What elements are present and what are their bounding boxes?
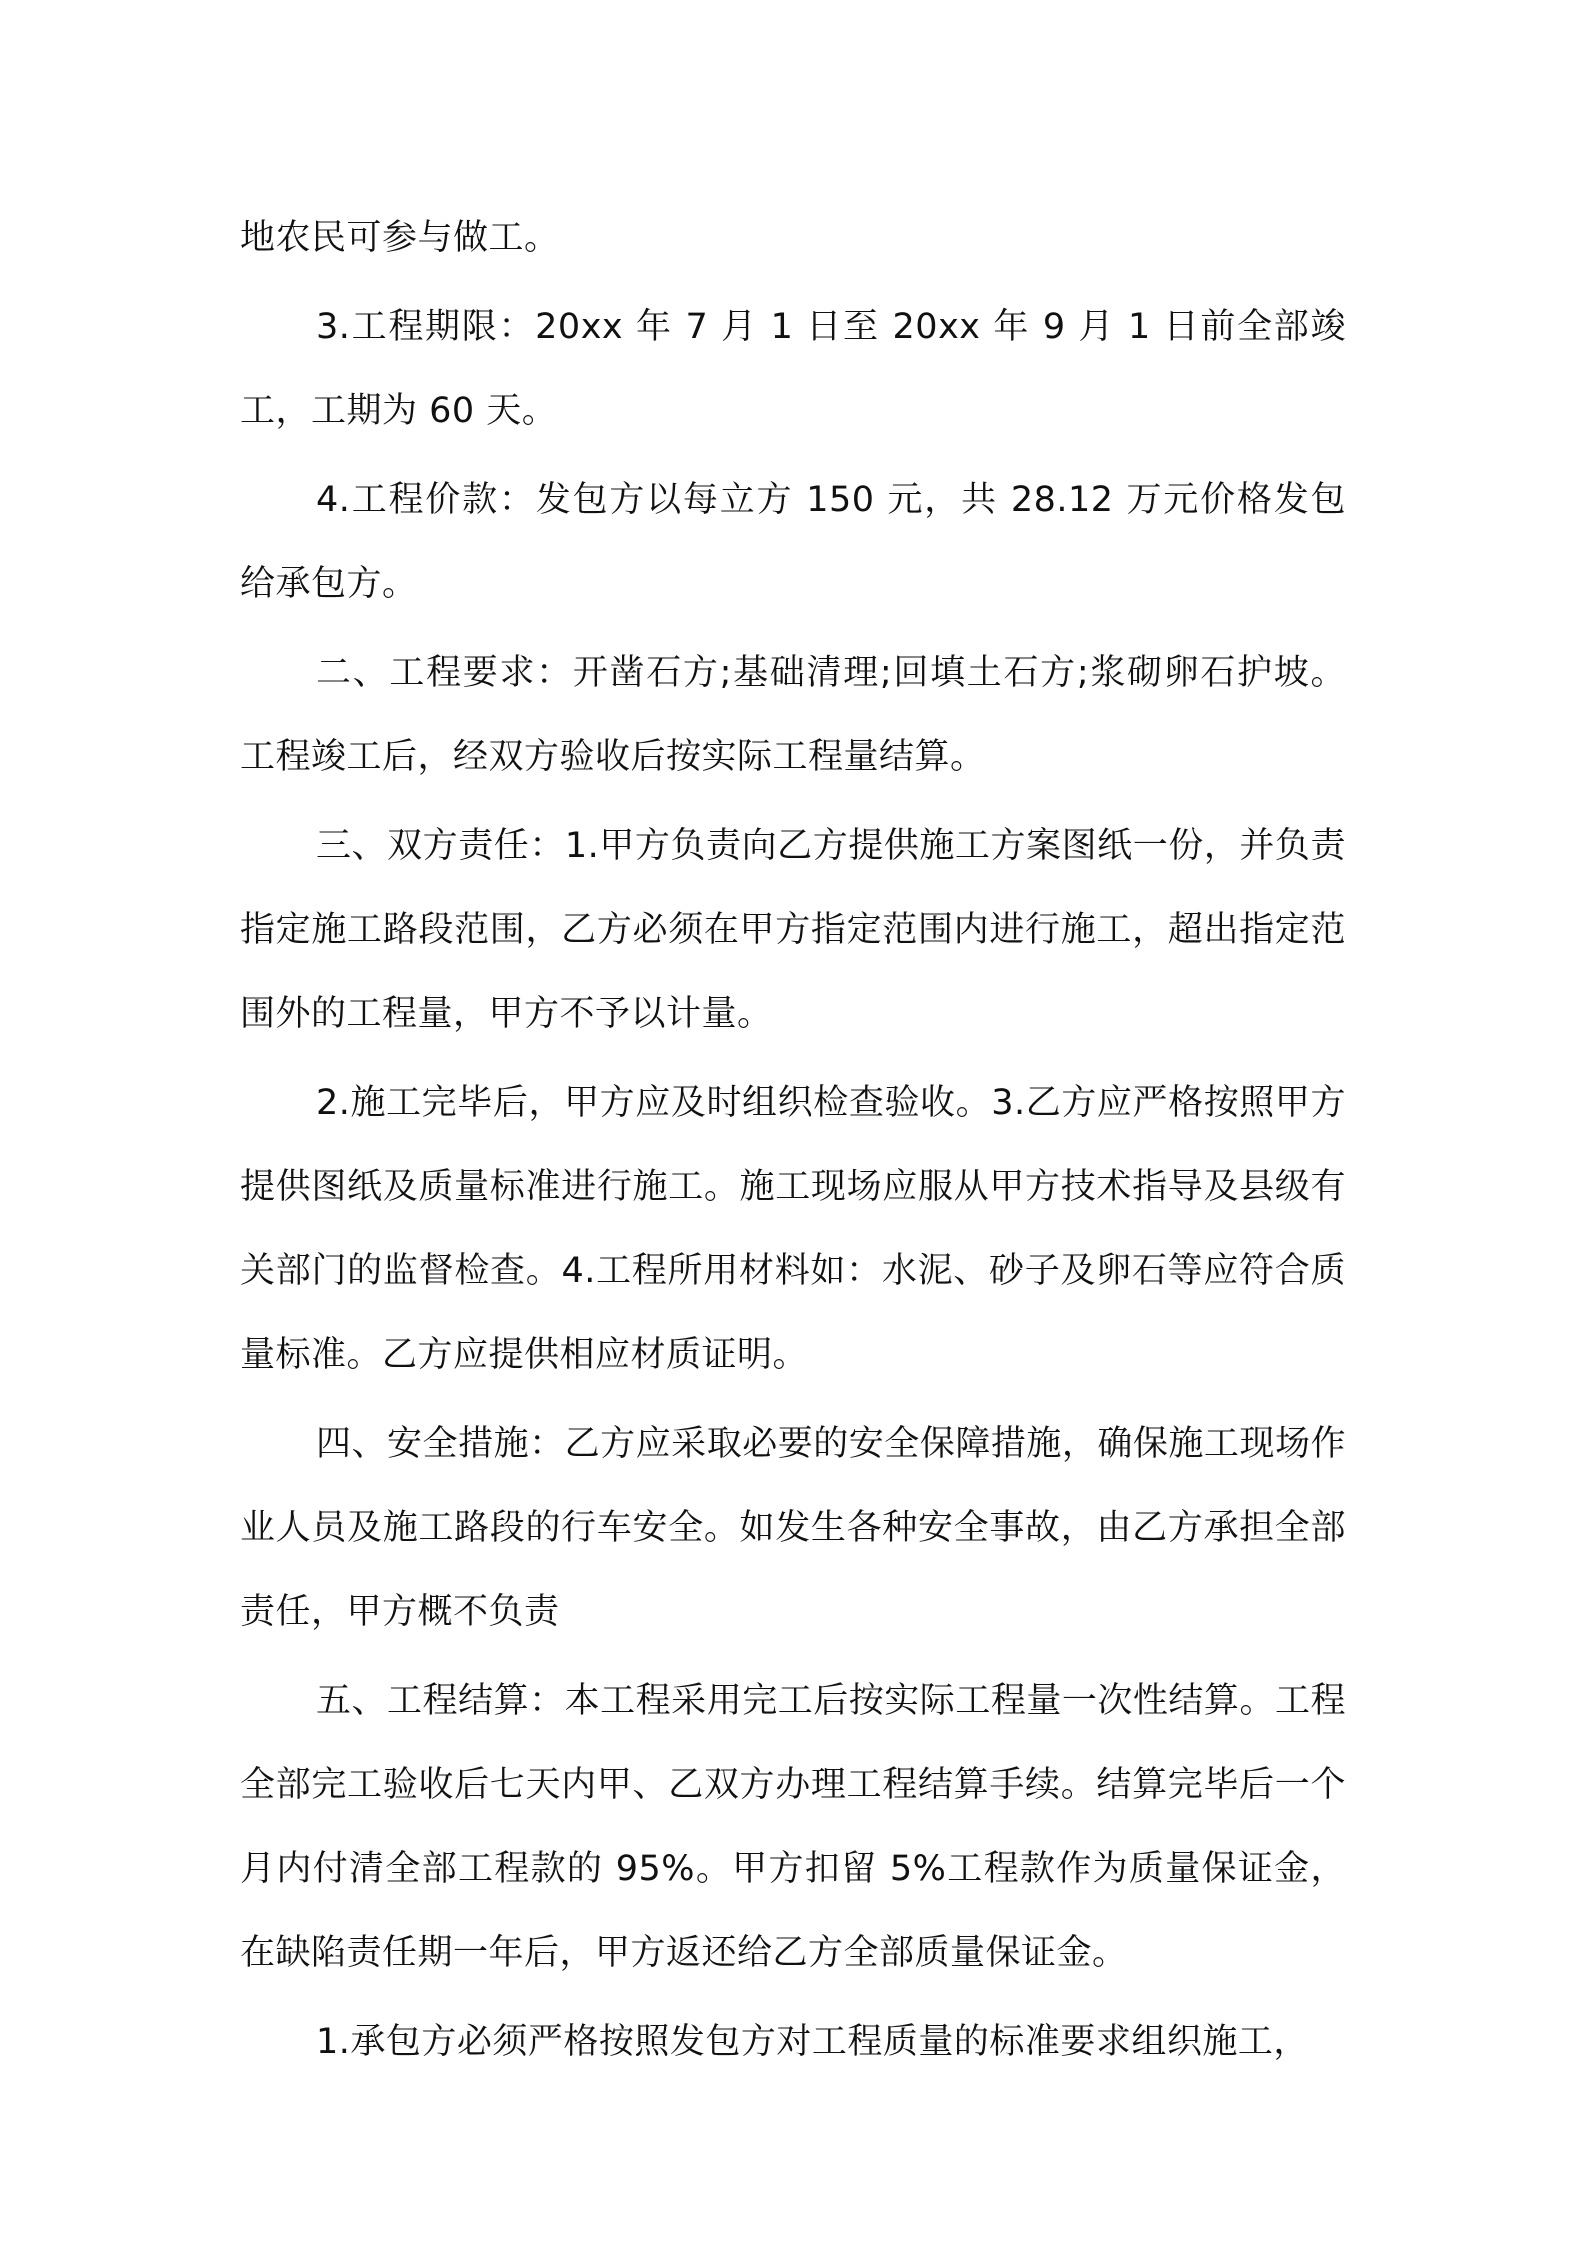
paragraph-continuation: 地农民可参与做工。 <box>240 218 560 258</box>
document-body <box>240 196 1346 2089</box>
paragraph-project-requirements: 二、工程要求：开凿石方;基础清理;回填土石方;浆砌卵石护坡。工程竣工后，经双方验收后按实际工程量结算。 <box>240 653 1346 777</box>
paragraph-settlement: 五、工程结算：本工程采用完工后按实际工程量一次性结算。工程全部完工验收后七天内甲、乙双方办理工程结算手续。结算完毕后一个月内付清全部工程款的 95%。甲方扣留 5%工程款作为质量保证金，在缺陷责任期一年后，甲方返还给乙方全部质量保证金。 <box>240 1681 1346 1973</box>
paragraph-project-price: 4.工程价款：发包方以每立方 150 元，共 28.12 万元价格发包给承包方。 <box>240 480 1346 604</box>
paragraph-safety-measures: 四、安全措施：乙方应采取必要的安全保障措施，确保施工现场作业人员及施工路段的行车安全。如发生各种安全事故，由乙方承担全部责任，甲方概不负责 <box>240 1424 1346 1632</box>
paragraph-responsibilities: 三、双方责任：1.甲方负责向乙方提供施工方案图纸一份，并负责指定施工路段范围，乙方必须在甲方指定范围内进行施工，超出指定范围外的工程量，甲方不予以计量。 <box>240 826 1346 1034</box>
paragraph-quality-requirement: 1.承包方必须严格按照发包方对工程质量的标准要求组织施工， <box>316 2022 1309 2062</box>
paragraph-project-duration: 3.工程期限：20xx 年 7 月 1 日至 20xx 年 9 月 1 日前全部竣工，工期为 60 天。 <box>240 307 1346 431</box>
paragraph-inspection-materials: 2.施工完毕后，甲方应及时组织检查验收。3.乙方应严格按照甲方提供图纸及质量标准进行施工。施工现场应服从甲方技术指导及县级有关部门的监督检查。4.工程所用材料如：水泥、砂子及卵石等应符合质量标准。乙方应提供相应材质证明。 <box>240 1083 1346 1375</box>
